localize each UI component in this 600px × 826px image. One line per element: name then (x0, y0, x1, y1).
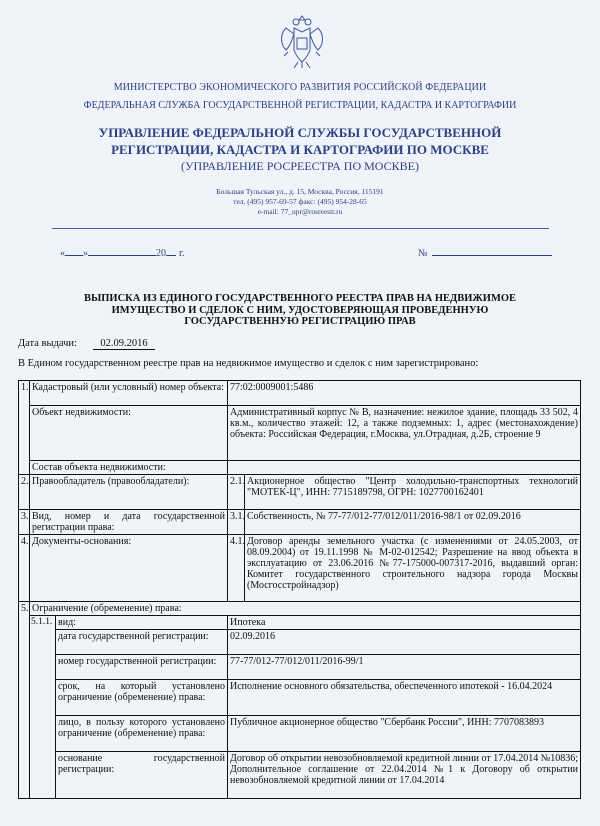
date-open-quote: « (60, 248, 65, 259)
number-blank (432, 245, 552, 256)
table-row (19, 630, 581, 655)
encumbrance-sub-number: 5.1.1. (30, 616, 56, 799)
table-row (19, 535, 581, 602)
composition-value (228, 461, 581, 475)
header-divider (52, 228, 549, 229)
row-number: 5. (19, 602, 30, 799)
title-line2: ИМУЩЕСТВО И СДЕЛОК С НИМ, УДОСТОВЕРЯЮЩАЯ ПРОВЕДЕННУЮ (111, 304, 489, 316)
owner-label: Правообладатель (правообладатели): (30, 475, 228, 510)
email-address: e-mail: 77_upr@rosreestr.ru (257, 207, 343, 216)
object-value: Административный корпус № В, назначение: нежилое здание, площадь 33 502, 4 кв.м., количество этажей: 12, а также подземных: 1, адрес (местонахождение) объекта: Российская Федерация, г.Москва, ул.Отрадная, д.2Б, строение 9 (228, 406, 581, 461)
date-close-quote: » (83, 248, 88, 259)
row-number: 1. (19, 381, 30, 475)
cadastral-value: 77:02:0009001:5486 (228, 381, 581, 406)
encumbrance-number-value: 77-77/012-77/012/011/2016-99/1 (228, 655, 581, 680)
row-number: 3. (19, 510, 30, 535)
owner-sub-number: 2.1. (228, 475, 245, 510)
table-row (19, 655, 581, 680)
composition-label: Состав объекта недвижимости: (30, 461, 228, 475)
table-row (19, 716, 581, 752)
coat-of-arms-emblem (276, 10, 328, 72)
encumbrance-term-label: срок, на который установлено ограничение (обременение) права: (56, 680, 228, 716)
encumbrance-party-label: лицо, в пользу которого установлено ограничение (обременение) права: (56, 716, 228, 752)
object-label: Объект недвижимости: (30, 406, 228, 461)
documents-value: Договор аренды земельного участка (с изменениями от 24.05.2003, от 08.09.2004) от 19.11.1998 № М-02-012542; Разрешение на ввод объекта в эксплуатацию от 23.06.2016 №77-175000-007317-2016, выдавший орган: Комитет государственного строительного надзора города Москвы (Мосгосстройнадзор) (245, 535, 581, 602)
table-row (19, 752, 581, 799)
issue-date-label: Дата выдачи: (18, 338, 77, 349)
phone-fax: тел. (495) 957-69-57 факс: (495) 954-28-65 (233, 197, 367, 206)
service-name: ФЕДЕРАЛЬНАЯ СЛУЖБА ГОСУДАРСТВЕННОЙ РЕГИСТРАЦИИ, КАДАСТРА И КАРТОГРАФИИ (83, 100, 517, 111)
table-row (19, 406, 581, 461)
document-title (20, 293, 580, 328)
encumbrance-party-value: Публичное акционерное общество "Сбербанк России", ИНН: 7707083893 (228, 716, 581, 752)
issue-date-value: 02.09.2016 (93, 338, 155, 350)
table-row (19, 680, 581, 716)
day-blank (65, 245, 83, 256)
table-row (19, 602, 581, 616)
department-name-line2: РЕГИСТРАЦИИ, КАДАСТРА И КАРТОГРАФИИ ПО МОСКВЕ (111, 142, 489, 157)
right-value: Собственность, № 77-77/012-77/012/011/2016-98/1 от 02.09.2016 (245, 510, 581, 535)
encumbrance-label: Ограничение (обременение) права: (30, 602, 581, 616)
department-name-line1: УПРАВЛЕНИЕ ФЕДЕРАЛЬНОЙ СЛУЖБЫ ГОСУДАРСТВЕННОЙ (98, 125, 502, 140)
encumbrance-term-value: Исполнение основного обязательства, обеспеченного ипотекой - 16.04.2024 (228, 680, 581, 716)
encumbrance-number-label: номер государственной регистрации: (56, 655, 228, 680)
year-blank (166, 245, 176, 256)
row-number: 2. (19, 475, 30, 510)
row-number: 4. (19, 535, 30, 602)
cadastral-label: Кадастровый (или условный) номер объекта: (30, 381, 228, 406)
month-blank (88, 245, 156, 256)
owner-value: Акционерное общество "Центр холодильно-транспортных технологий "МОТЕК-Ц", ИНН: 7715189798, ОГРН: 1027700162401 (245, 475, 581, 510)
issue-date (18, 338, 155, 350)
table-row (19, 510, 581, 535)
documents-sub-number: 4.1. (228, 535, 245, 602)
intro-text: В Едином государственном реестре прав на недвижимое имущество и сделок с ним зарегистрировано: (18, 358, 479, 369)
title-line3: ГОСУДАРСТВЕННУЮ РЕГИСТРАЦИЮ ПРАВ (184, 316, 416, 327)
right-label: Вид, номер и дата государственной регистрации права: (30, 510, 228, 535)
encumbrance-date-value: 02.09.2016 (228, 630, 581, 655)
number-sign: № (418, 248, 428, 259)
postal-address: Большая Тульская ул., д. 15, Москва, Россия, 115191 (216, 187, 384, 196)
register-table (18, 380, 581, 799)
encumbrance-basis-label: основание государственной регистрации: (56, 752, 228, 799)
date-year: 20 (156, 248, 166, 259)
encumbrance-basis-value: Договор об открытии невозобновляемой кредитной линии от 17.04.2014 №10836; Дополнительное соглашение от 22.04.2014 №1 к Договору об открытии невозобновляемой кредитной линии от 17.04.2014 (228, 752, 581, 799)
letter-date-line (60, 245, 184, 259)
encumbrance-kind-value: Ипотека (228, 616, 581, 630)
department-short-name: (УПРАВЛЕНИЕ РОСРЕЕСТРА ПО МОСКВЕ) (181, 159, 419, 173)
table-row (19, 616, 581, 630)
title-line1: ВЫПИСКА ИЗ ЕДИНОГО ГОСУДАРСТВЕННОГО РЕЕСТРА ПРАВ НА НЕДВИЖИМОЕ (83, 293, 517, 304)
date-suffix: г. (179, 248, 185, 259)
right-sub-number: 3.1. (228, 510, 245, 535)
contact-block (0, 187, 600, 217)
encumbrance-date-label: дата государственной регистрации: (56, 630, 228, 655)
ministry-name: МИНИСТЕРСТВО ЭКОНОМИЧЕСКОГО РАЗВИТИЯ РОССИЙСКОЙ ФЕДЕРАЦИИ (113, 82, 487, 93)
encumbrance-kind-label: вид: (56, 616, 228, 630)
table-row (19, 475, 581, 510)
table-row (19, 461, 581, 475)
letter-number-line (418, 245, 552, 259)
table-row (19, 381, 581, 406)
documents-label: Документы-основания: (30, 535, 228, 602)
